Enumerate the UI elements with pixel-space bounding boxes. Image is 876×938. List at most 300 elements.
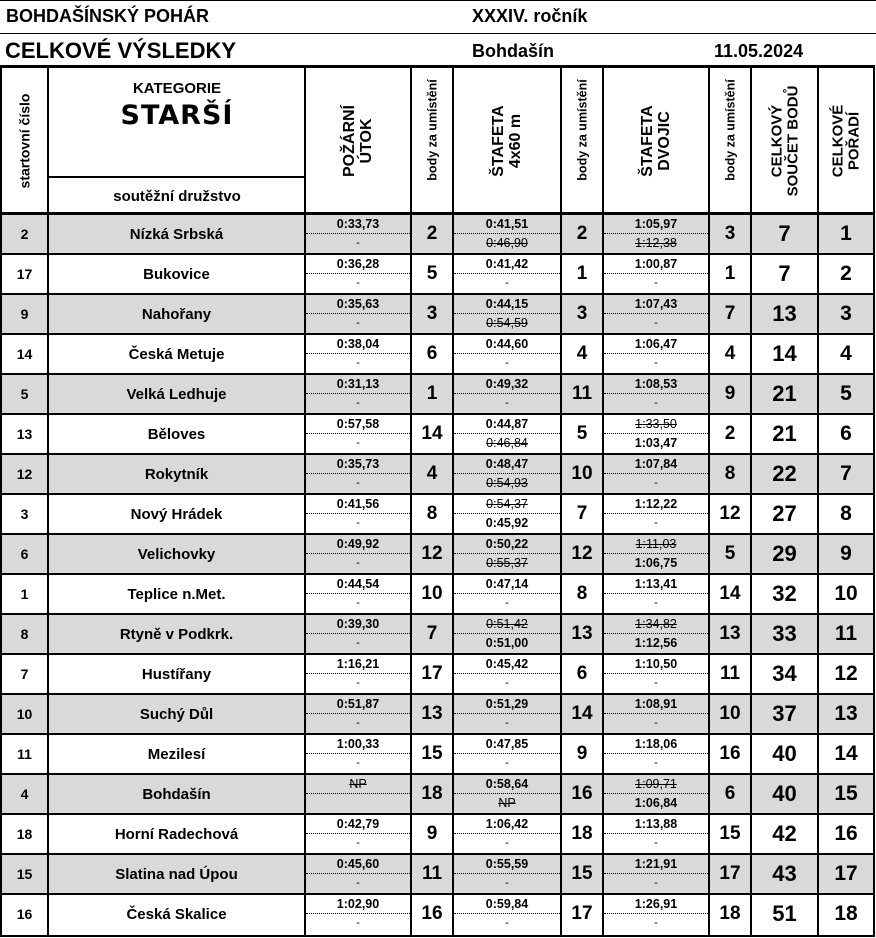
pairs-points-cell: 1 [724,263,736,284]
total-points-cell: 13 [772,301,797,326]
table-row [2,215,873,255]
fire-attack-times [306,495,410,533]
total-points-cell: 21 [772,421,797,446]
pairs-relay-times [604,575,708,613]
team-name-cell: Horní Radechová [114,825,239,843]
time-attempt-1: 1:33,50 [635,417,677,431]
time-attempt-1: 0:41,56 [336,497,380,511]
time-attempt-1: 1:13,88 [634,817,678,831]
attack-points-cell: 2 [426,223,438,244]
time-attempt-1: 1:34,82 [635,617,677,631]
time-attempt-1: 0:45,42 [485,657,529,671]
relay-4x60-times [454,295,560,333]
total-points-cell: 43 [772,861,797,886]
time-attempt-1: 0:51,87 [336,697,380,711]
time-attempt-2: - [356,397,360,409]
dotted-divider [306,313,410,314]
start-number-cell: 6 [20,546,29,562]
time-attempt-2: - [356,317,360,329]
pairs-points-cell: 17 [719,863,741,884]
overall-rank-cell: 17 [834,862,858,885]
top-rule [0,0,876,1]
pairs-relay-times [604,855,708,893]
time-attempt-1: 0:49,32 [485,377,529,391]
relay-points-cell: 13 [571,623,593,644]
total-points-cell: 14 [772,341,797,366]
relay-4x60-times [454,495,560,533]
overall-rank-cell: 4 [840,342,852,365]
edition-label: XXXIV. ročník [472,6,588,26]
relay-4x60-times [454,575,560,613]
fire-attack-times [306,575,410,613]
overall-rank-cell: 2 [840,262,852,285]
dotted-divider [454,593,560,594]
dotted-divider [306,753,410,754]
total-points-cell: 27 [772,501,797,526]
time-attempt-1: 0:31,13 [336,377,380,391]
time-attempt-2: - [505,357,509,369]
time-attempt-2: - [654,757,658,769]
time-attempt-1: 1:12,22 [634,497,678,511]
dotted-divider [306,873,410,874]
time-attempt-2: - [654,837,658,849]
relay-4x60-times [454,815,560,853]
table-row [2,415,873,455]
team-name-cell: Česká Skalice [126,905,227,923]
pairs-relay-times [604,815,708,853]
header-total-line1: CELKOVÝ [768,104,786,178]
time-attempt-2: - [654,717,658,729]
team-name-cell: Nový Hrádek [130,505,223,523]
time-attempt-2: 0:45,92 [485,516,529,530]
time-attempt-2: - [654,477,658,489]
dotted-divider [604,633,708,634]
pairs-points-cell: 9 [724,383,736,404]
attack-points-cell: 18 [421,783,443,804]
start-number-cell: 12 [16,466,33,482]
dotted-divider [454,233,560,234]
dotted-divider [306,393,410,394]
fire-attack-times [306,415,410,453]
overall-rank-cell: 11 [834,622,858,645]
attack-points-cell: 14 [421,423,443,444]
time-attempt-1: 0:42,79 [336,817,380,831]
time-attempt-1: 0:55,59 [485,857,529,871]
pairs-points-cell: 6 [724,783,736,804]
time-attempt-1: 0:36,28 [336,257,380,271]
time-attempt-2: 0:46,84 [486,436,528,450]
total-points-cell: 33 [772,621,797,646]
dotted-divider [454,353,560,354]
time-attempt-2: - [654,917,658,929]
header-relay-line1: ŠTAFETA [490,105,508,177]
pairs-relay-times [604,335,708,373]
time-attempt-1: 0:51,29 [485,697,529,711]
dotted-divider [306,553,410,554]
relay-points-cell: 8 [576,583,588,604]
relay-4x60-times [454,455,560,493]
dotted-divider [306,833,410,834]
relay-points-cell: 16 [571,783,593,804]
dotted-divider [306,673,410,674]
pairs-relay-times [604,455,708,493]
attack-points-cell: 10 [421,583,443,604]
pairs-relay-times [604,535,708,573]
venue-label: Bohdašín [472,41,555,61]
time-attempt-1: 0:38,04 [336,337,380,351]
overall-rank-cell: 15 [834,782,858,805]
time-attempt-1: 0:49,92 [336,537,380,551]
time-attempt-2: - [356,517,360,529]
table-row [2,895,873,935]
attack-points-cell: 4 [426,463,438,484]
total-points-cell: 34 [772,661,797,686]
overall-rank-cell: 7 [840,462,852,485]
start-number-cell: 13 [16,426,33,442]
fire-attack-times [306,615,410,653]
overall-rank-cell: 12 [834,662,858,685]
header-fire-attack-line1: POŽÁRNÍ [341,105,359,177]
table-row [2,775,873,815]
header-total-line2: SOUČET BODŮ [784,85,801,197]
header-points-pairs: body za umístění [723,79,738,181]
start-number-cell: 18 [16,826,33,842]
pairs-relay-times [604,735,708,773]
dotted-divider [454,673,560,674]
dotted-divider [454,633,560,634]
time-attempt-1: 0:44,15 [485,297,529,311]
pairs-relay-times [604,295,708,333]
time-attempt-2: - [654,357,658,369]
time-attempt-2: 1:12,38 [635,236,677,250]
relay-4x60-times [454,735,560,773]
relay-points-cell: 1 [576,263,588,284]
time-attempt-1: 0:35,73 [336,457,380,471]
header-pairs-relay [640,105,674,176]
dotted-divider [604,553,708,554]
header-category-label: KATEGORIE [132,80,222,97]
pairs-points-cell: 14 [719,583,741,604]
pairs-points-cell: 13 [719,623,741,644]
time-attempt-2: - [654,397,658,409]
dotted-divider [454,833,560,834]
attack-points-cell: 5 [426,263,438,284]
time-attempt-2: - [654,517,658,529]
overall-rank-cell: 3 [840,302,852,325]
time-attempt-2: 1:03,47 [634,436,678,450]
dotted-divider [454,393,560,394]
relay-points-cell: 3 [576,303,588,324]
team-name-cell: Nahořany [141,305,212,323]
start-number-cell: 3 [20,506,29,522]
attack-points-cell: 6 [426,343,438,364]
pairs-points-cell: 15 [719,823,741,844]
time-attempt-2: - [356,597,360,609]
total-points-cell: 7 [778,261,791,286]
relay-4x60-times [454,535,560,573]
time-attempt-1: 1:06,47 [634,337,678,351]
pairs-relay-times [604,895,708,933]
competition-title: BOHDAŠÍNSKÝ POHÁR [6,6,210,26]
time-attempt-1: 0:41,51 [485,217,529,231]
results-title: CELKOVÉ VÝSLEDKY [5,38,237,63]
team-name-cell: Česká Metuje [128,345,225,363]
time-attempt-2: 0:46,90 [486,236,528,250]
dotted-divider [454,473,560,474]
dotted-divider [604,273,708,274]
dotted-divider [604,393,708,394]
pairs-points-cell: 7 [724,303,736,324]
time-attempt-1: 0:48,47 [485,457,529,471]
pairs-relay-times [604,655,708,693]
dotted-divider [604,593,708,594]
pairs-points-cell: 18 [719,903,741,924]
team-name-cell: Rokytník [144,465,209,483]
dotted-divider [306,473,410,474]
overall-rank-cell: 10 [834,582,858,605]
relay-points-cell: 17 [571,903,593,924]
time-attempt-2: - [505,677,509,689]
time-attempt-2: - [356,877,360,889]
time-attempt-1: 0:41,42 [485,257,529,271]
overall-rank-cell: 1 [840,222,852,245]
dotted-divider [604,913,708,914]
dotted-divider [306,913,410,914]
attack-points-cell: 13 [421,703,443,724]
time-attempt-1: 0:54,37 [486,497,528,511]
overall-rank-cell: 16 [834,822,858,845]
time-attempt-2: - [356,357,360,369]
total-points-cell: 51 [772,901,797,926]
attack-points-cell: 1 [426,383,438,404]
header-points-attack: body za umístění [425,79,440,181]
time-attempt-1: 1:07,84 [634,457,678,471]
time-attempt-2: 1:06,75 [634,556,678,570]
start-number-cell: 5 [20,386,29,402]
time-attempt-2: - [505,837,509,849]
time-attempt-2: - [356,677,360,689]
relay-4x60-times [454,335,560,373]
relay-points-cell: 9 [576,743,588,764]
table-row [2,335,873,375]
start-number-cell: 2 [20,226,29,242]
relay-4x60-times [454,415,560,453]
header-relay-4x60 [491,105,525,176]
time-attempt-1: 0:39,30 [336,617,380,631]
fire-attack-times [306,455,410,493]
total-points-cell: 7 [778,221,791,246]
table-row [2,655,873,695]
dotted-divider [454,753,560,754]
results-table [0,65,875,937]
fire-attack-times [306,295,410,333]
start-number-cell: 4 [20,786,29,802]
start-number-cell: 9 [20,306,29,322]
dotted-divider [604,673,708,674]
fire-attack-times [306,775,410,813]
fire-attack-times [306,655,410,693]
time-attempt-2: - [654,677,658,689]
team-name-cell: Bukovice [143,265,210,283]
header-start-number: startovní číslo [16,93,33,189]
pairs-relay-times [604,415,708,453]
relay-points-cell: 14 [571,703,593,724]
time-attempt-1: 1:08,91 [634,697,678,711]
start-number-cell: 1 [20,586,29,602]
time-attempt-1: 0:57,58 [336,417,380,431]
dotted-divider [604,793,708,794]
header-pairs-line2: DVOJIC [656,111,673,171]
dotted-divider [604,313,708,314]
header-total-points [769,86,801,197]
time-attempt-1: 1:09,71 [635,777,677,791]
time-attempt-2: 1:06,84 [634,796,678,810]
table-header [2,68,873,215]
time-attempt-1: 0:33,73 [336,217,380,231]
time-attempt-1: 0:50,22 [485,537,529,551]
attack-points-cell: 8 [426,503,438,524]
table-row [2,855,873,895]
time-attempt-2: - [356,837,360,849]
relay-points-cell: 7 [576,503,588,524]
time-attempt-2: - [356,437,360,449]
fire-attack-times [306,255,410,293]
pairs-relay-times [604,215,708,253]
overall-rank-cell: 5 [840,382,852,405]
header-points-relay: body za umístění [575,79,590,181]
time-attempt-2: 0:54,59 [486,316,528,330]
pairs-relay-times [604,495,708,533]
attack-points-cell: 7 [426,623,438,644]
dotted-divider [306,433,410,434]
time-attempt-2: 1:12,56 [634,636,678,650]
overall-rank-cell: 14 [834,742,858,765]
total-points-cell: 42 [772,821,797,846]
dotted-divider [454,313,560,314]
relay-points-cell: 10 [571,463,593,484]
time-attempt-2: - [356,917,360,929]
overall-rank-cell: 8 [840,502,852,525]
start-number-cell: 15 [16,866,33,882]
dotted-divider [454,713,560,714]
pairs-relay-times [604,695,708,733]
pairs-points-cell: 5 [724,543,736,564]
time-attempt-1: 1:08,53 [634,377,678,391]
header-relay-line2: 4x60 m [507,113,524,169]
table-row [2,575,873,615]
fire-attack-times [306,815,410,853]
dotted-divider [604,353,708,354]
table-row [2,535,873,575]
table-row [2,815,873,855]
fire-attack-times [306,855,410,893]
relay-4x60-times [454,375,560,413]
dotted-divider [454,873,560,874]
pairs-relay-times [604,775,708,813]
time-attempt-2: - [505,757,509,769]
table-row [2,375,873,415]
time-attempt-1: 1:02,90 [336,897,380,911]
pairs-points-cell: 12 [719,503,741,524]
time-attempt-2: - [654,317,658,329]
attack-points-cell: 3 [426,303,438,324]
start-number-cell: 14 [16,346,33,362]
time-attempt-2: 0:54,93 [486,476,528,490]
time-attempt-1: 1:13,41 [634,577,678,591]
time-attempt-2: - [505,397,509,409]
header-pairs-line1: ŠTAFETA [639,105,657,177]
attack-points-cell: 11 [421,863,443,884]
col-divider [47,68,49,935]
relay-4x60-times [454,775,560,813]
dotted-divider [306,593,410,594]
col-divider [750,68,752,935]
header-fire-attack [342,105,376,177]
relay-4x60-times [454,215,560,253]
dotted-divider [604,473,708,474]
team-name-cell: Suchý Důl [139,705,214,723]
col-divider [817,68,819,935]
relay-points-cell: 12 [571,543,593,564]
start-number-cell: 16 [16,906,33,922]
team-name-cell: Rtyně v Podkrk. [119,625,234,643]
time-attempt-1: 1:07,43 [634,297,678,311]
table-row [2,495,873,535]
time-attempt-2: NP [498,796,516,810]
relay-4x60-times [454,255,560,293]
header-category-divider [49,176,305,178]
dotted-divider [604,833,708,834]
total-points-cell: 22 [772,461,797,486]
start-number-cell: 17 [16,266,33,282]
relay-4x60-times [454,895,560,933]
dotted-divider [454,513,560,514]
dotted-divider [306,233,410,234]
time-attempt-1: 0:45,60 [336,857,380,871]
dotted-divider [604,233,708,234]
time-attempt-1: 1:21,91 [634,857,678,871]
header-fire-attack-line2: ÚTOK [358,118,375,164]
time-attempt-1: NP [349,777,367,791]
time-attempt-2: - [356,637,360,649]
time-attempt-2: - [654,597,658,609]
time-attempt-2: - [654,277,658,289]
time-attempt-2: - [356,717,360,729]
pairs-points-cell: 11 [719,663,741,684]
table-row [2,255,873,295]
start-number-cell: 7 [20,666,29,682]
time-attempt-1: 0:44,87 [485,417,529,431]
time-attempt-1: 1:16,21 [336,657,380,671]
table-row [2,615,873,655]
col-divider [304,68,306,935]
team-name-cell: Teplice n.Met. [127,585,226,603]
total-points-cell: 37 [772,701,797,726]
time-attempt-2: - [505,917,509,929]
dotted-divider [306,713,410,714]
time-attempt-2: - [505,877,509,889]
dotted-divider [306,513,410,514]
fire-attack-times [306,375,410,413]
date-label: 11.05.2024 [714,41,804,61]
header-overall-rank [830,105,862,178]
fire-attack-times [306,535,410,573]
table-row [2,295,873,335]
dotted-divider [454,433,560,434]
col-divider [410,68,412,935]
attack-points-cell: 16 [421,903,443,924]
time-attempt-1: 0:47,85 [485,737,529,751]
